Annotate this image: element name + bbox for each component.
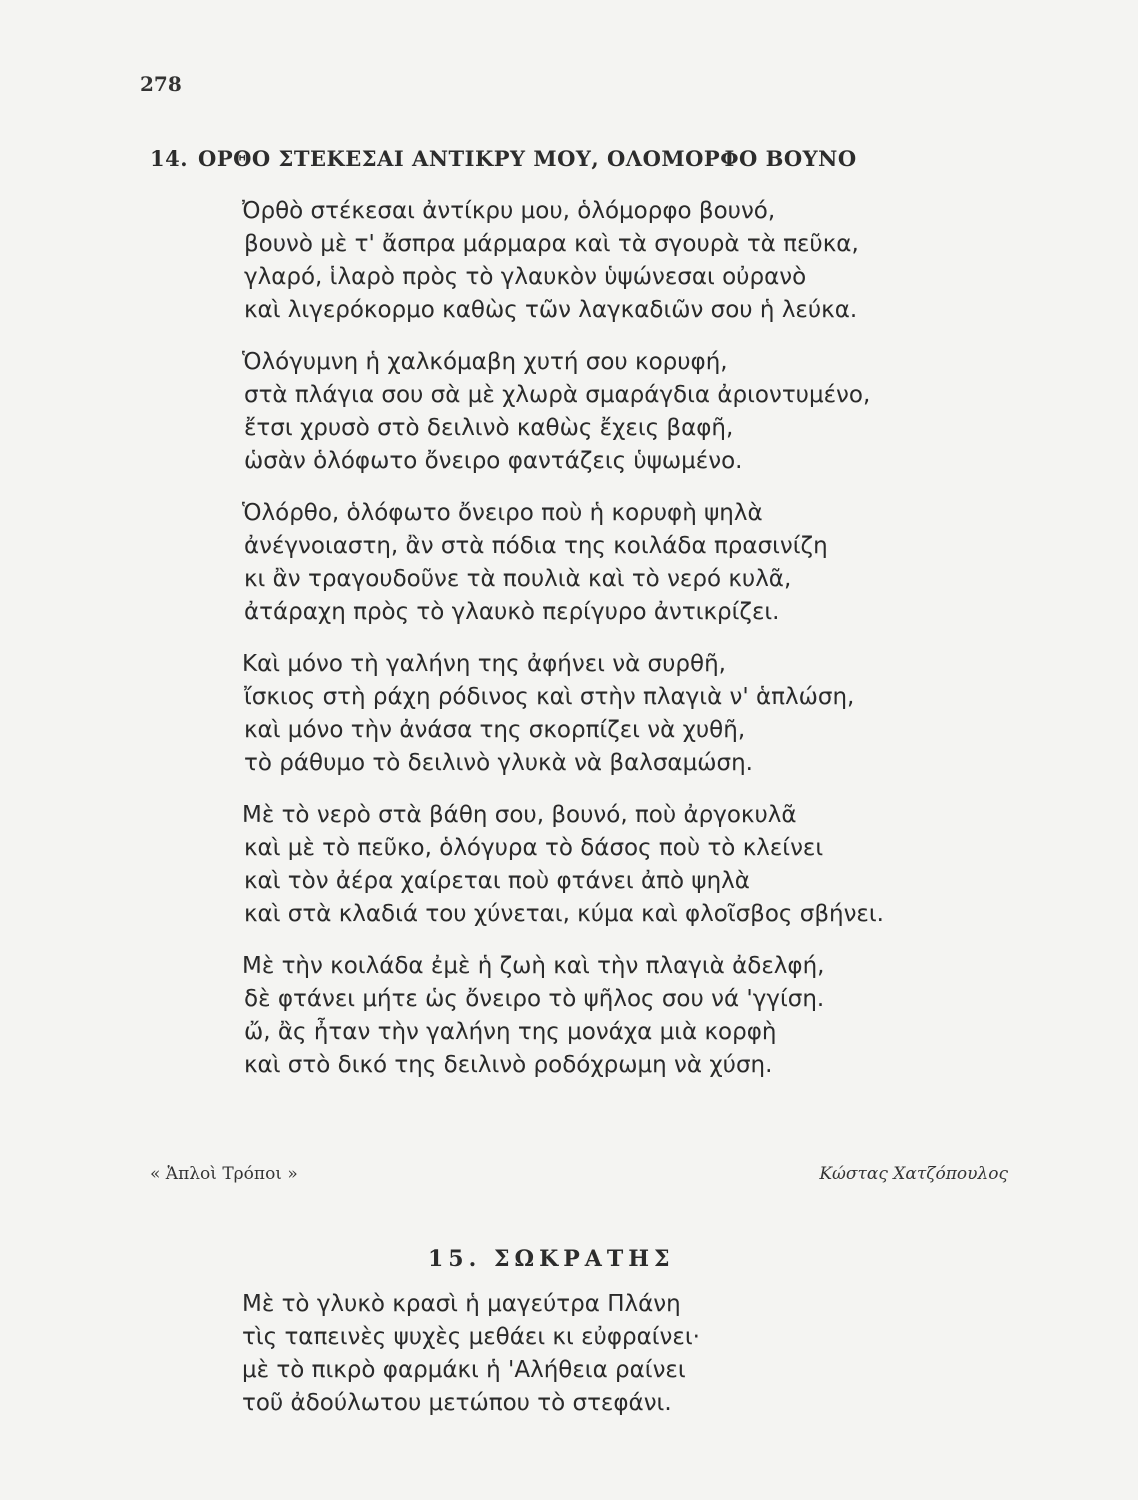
verse-line: βουνὸ μὲ τ' ἄσπρα μάρμαρα καὶ τὰ σγουρὰ τὰ πεῦκα, (244, 231, 859, 257)
stanza (244, 648, 1024, 780)
verse-line: καὶ μόνο τὴν ἀνάσα της σκορπίζει νὰ χυθῆ, (244, 717, 746, 743)
verse-line: καὶ μὲ τὸ πεῦκο, ὁλόγυρα τὸ δάσος ποὺ τὸ κλείνει (244, 835, 824, 861)
verse-line: ἴσκιος στὴ ράχη ρόδινος καὶ στὴν πλαγιὰ ν' ἁπλώση, (244, 684, 855, 710)
verse-line: Ὁλόγυμνη ἡ χαλκόμαβη χυτή σου κορυφή, (242, 349, 728, 375)
poem2-number: 15. (428, 1246, 482, 1272)
verse-line: ἔτσι χρυσὸ στὸ δειλινὸ καθὼς ἔχεις βαφῆ, (244, 415, 734, 441)
verse-line: δὲ φτάνει μήτε ὡς ὄνειρο τὸ ψῆλος σου νά 'γγίση. (244, 986, 825, 1012)
verse-line: καὶ λιγερόκορμο καθὼς τῶν λαγκαδιῶν σου ἡ λεύκα. (244, 297, 858, 323)
poem-title (150, 146, 970, 171)
verse-line: ὤ, ἂς ἦταν τὴν γαλήνη της μονάχα μιὰ κορφὴ (244, 1019, 777, 1045)
verse-line: τὶς ταπεινὲς ψυχὲς μεθάει κι εὐφραίνει· (242, 1324, 700, 1350)
verse-line: Μὲ τὸ γλυκὸ κρασὶ ἡ μαγεύτρα Πλάνη (242, 1291, 681, 1317)
verse-line: ὡσὰν ὁλόφωτο ὄνειρο φαντάζεις ὑψωμένο. (244, 448, 743, 474)
verse-line: ἀτάραχη πρὸς τὸ γλαυκὸ περίγυρο ἀντικρίζει. (244, 599, 780, 625)
author-name: Κώστας Χατζόπουλος (819, 1164, 1008, 1184)
stanza (244, 799, 1024, 931)
verse-line: καὶ στὸ δικό της δειλινὸ ροδόχρωμη νὰ χύση. (244, 1052, 773, 1078)
poem-title-text: ΟΡΘΟ ΣΤΕΚΕΣΑΙ ΑΝΤΙΚΡΥ ΜΟΥ, ΟΛΟΜΟΡΦΟ ΒΟΥΝΟ (198, 146, 857, 171)
poem2-body (242, 1288, 1022, 1420)
stanza (244, 950, 1024, 1082)
stanza (244, 497, 1024, 629)
stanza (244, 195, 1024, 327)
poem-body (244, 195, 1024, 1101)
poem2-title (428, 1246, 675, 1272)
verse-line: τοῦ ἀδούλωτου μετώπου τὸ στεφάνι. (242, 1390, 672, 1416)
verse-line: μὲ τὸ πικρὸ φαρμάκι ἡ 'Αλήθεια ραίνει (242, 1357, 686, 1383)
verse-line: Μὲ τὸ νερὸ στὰ βάθη σου, βουνό, ποὺ ἀργοκυλᾶ (242, 802, 797, 828)
stanza (244, 346, 1024, 478)
poem2-title-text: ΣΩΚΡΑΤΗΣ (493, 1246, 675, 1272)
verse-line: τὸ ράθυμο τὸ δειλινὸ γλυκὰ νὰ βαλσαμώση. (244, 750, 753, 776)
page-number: 278 (140, 72, 182, 96)
verse-line: ἀνέγνοιαστη, ἂν στὰ πόδια της κοιλάδα πρασινίζη (244, 533, 828, 559)
verse-line: Καὶ μόνο τὴ γαλήνη της ἀφήνει νὰ συρθῆ, (242, 651, 726, 677)
verse-line: καὶ τὸν ἀέρα χαίρεται ποὺ φτάνει ἀπὸ ψηλὰ (244, 868, 750, 894)
source-attribution: « Ἁπλοὶ Τρόποι » (150, 1164, 298, 1184)
verse-line: Ὀρθὸ στέκεσαι ἀντίκρυ μου, ὁλόμορφο βουνό, (242, 198, 776, 224)
poem-number: 14. (150, 146, 189, 171)
verse-line: στὰ πλάγια σου σὰ μὲ χλωρὰ σμαράγδια ἀριοντυμένο, (244, 382, 871, 408)
verse-line: καὶ στὰ κλαδιά του χύνεται, κύμα καὶ φλοῖσβος σβήνει. (244, 901, 884, 927)
verse-line: Ὁλόρθο, ὁλόφωτο ὄνειρο ποὺ ἡ κορυφὴ ψηλὰ (242, 500, 763, 526)
verse-line: κι ἂν τραγουδοῦνε τὰ πουλιὰ καὶ τὸ νερό κυλᾶ, (244, 566, 792, 592)
verse-line: Μὲ τὴν κοιλάδα ἐμὲ ἡ ζωὴ καὶ τὴν πλαγιὰ ἀδελφή, (242, 953, 825, 979)
verse-line: γλαρό, ἱλαρὸ πρὸς τὸ γλαυκὸν ὑψώνεσαι οὐρανὸ (244, 264, 807, 290)
